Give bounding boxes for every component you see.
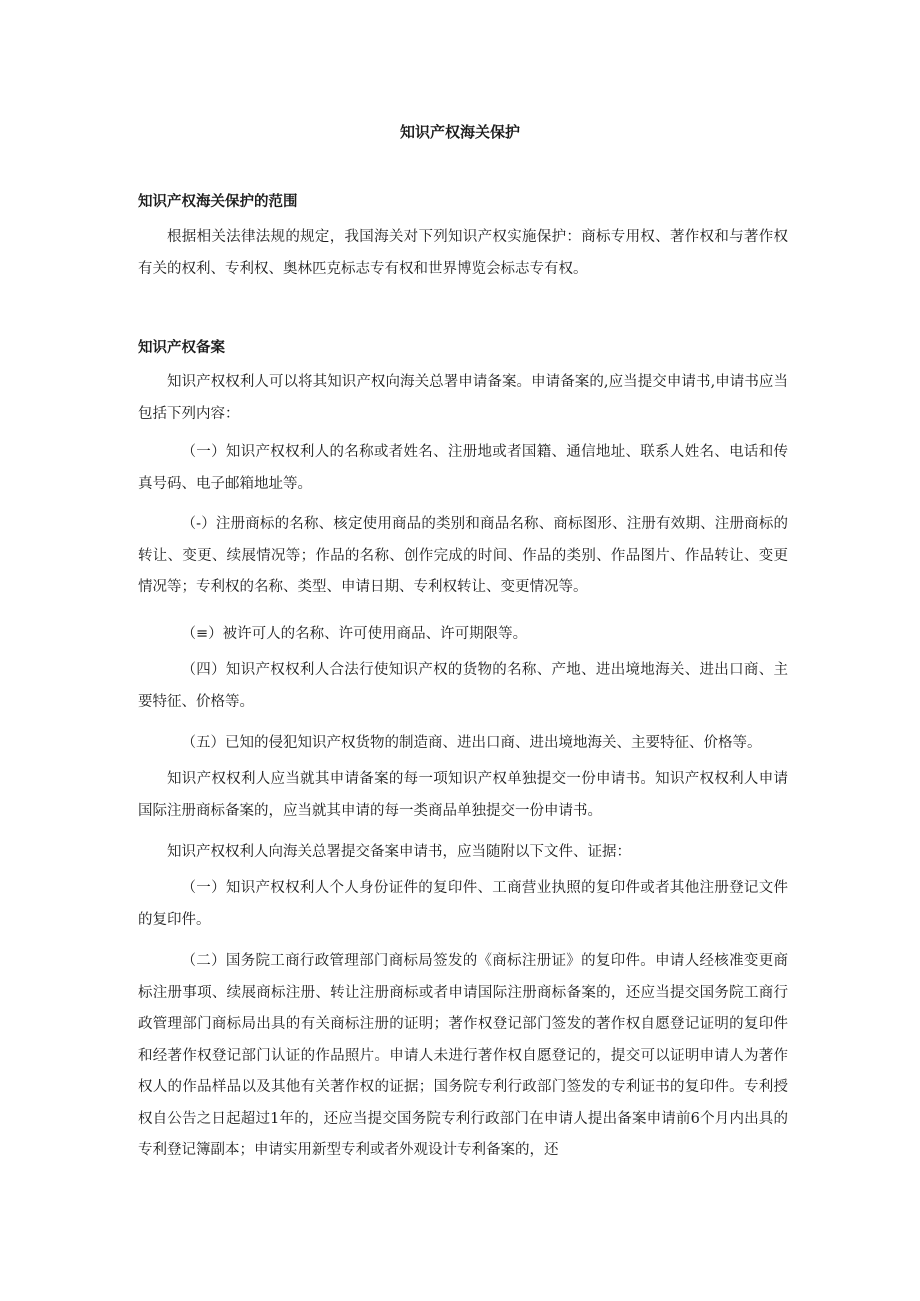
list-item: （≡）被许可人的名称、许可使用商品、许可期限等。	[181, 626, 528, 642]
list-item: （一）知识产权权利人个人身份证件的复印件、工商营业执照的复印件或者其他注册登记文件的复印件。	[138, 880, 788, 928]
paragraph: 知识产权权利人向海关总署提交备案申请书，应当随附以下文件、证据：	[167, 844, 631, 860]
list-item: （四）知识产权权利人合法行使知识产权的货物的名称、产地、进出境地海关、进出口商、主要特征、价格等。	[138, 662, 788, 710]
list-item: （一）知识产权权利人的名称或者姓名、注册地或者国籍、通信地址、联系人姓名、电话和传真号码、电子邮箱地址等。	[138, 444, 788, 492]
document-title: 知识产权海关保护	[399, 123, 520, 141]
section-heading-scope: 知识产权海关保护的范围	[138, 194, 298, 210]
section-heading-filing: 知识产权备案	[138, 340, 225, 356]
list-item: （-）注册商标的名称、核定使用商品的类别和商品名称、商标图形、注册有效期、注册商标的转让、变更、续展情况等；作品的名称、创作完成的时间、作品的类别、作品图片、作品转让、变更情况等；专利权的名称、类型、申请日期、专利权转让、变更情况等。	[138, 516, 788, 595]
list-item: （五）已知的侵犯知识产权货物的制造商、进出口商、进出境地海关、主要特征、价格等。	[181, 735, 762, 751]
paragraph: 根据相关法律法规的规定，我国海关对下列知识产权实施保护：商标专用权、著作权和与著作权有关的权利、专利权、奥林匹克标志专有权和世界博览会标志专有权。	[138, 229, 788, 277]
paragraph: 知识产权权利人应当就其申请备案的每一项知识产权单独提交一份申请书。知识产权权利人申请国际注册商标备案的，应当就其申请的每一类商品单独提交一份申请书。	[138, 771, 788, 819]
paragraph: 知识产权权利人可以将其知识产权向海关总署申请备案。申请备案的,应当提交申请书,申请书应当包括下列内容：	[138, 374, 788, 422]
list-item: （二）国务院工商行政管理部门商标局签发的《商标注册证》的复印件。申请人经核准变更商标注册事项、续展商标注册、转让注册商标或者申请国际注册商标备案的，还应当提交国务院工商行政管理部门商标局出具的有关商标注册的证明；著作权登记部门签发的著作权自愿登记证明的复印件和经著作权登记部门认证的作品照片。申请人未进行著作权自愿登记的，提交可以证明申请人为著作权人的作品样品以及其他有关著作权的证据；国务院专利行政部门签发的专利证书的复印件。专利授权自公告之日起超过1年的，还应当提交国务院专利行政部门在申请人提出备案申请前6个月内出具的专利登记簿副本；申请实用新型专利或者外观设计专利备案的，还	[138, 953, 788, 1158]
